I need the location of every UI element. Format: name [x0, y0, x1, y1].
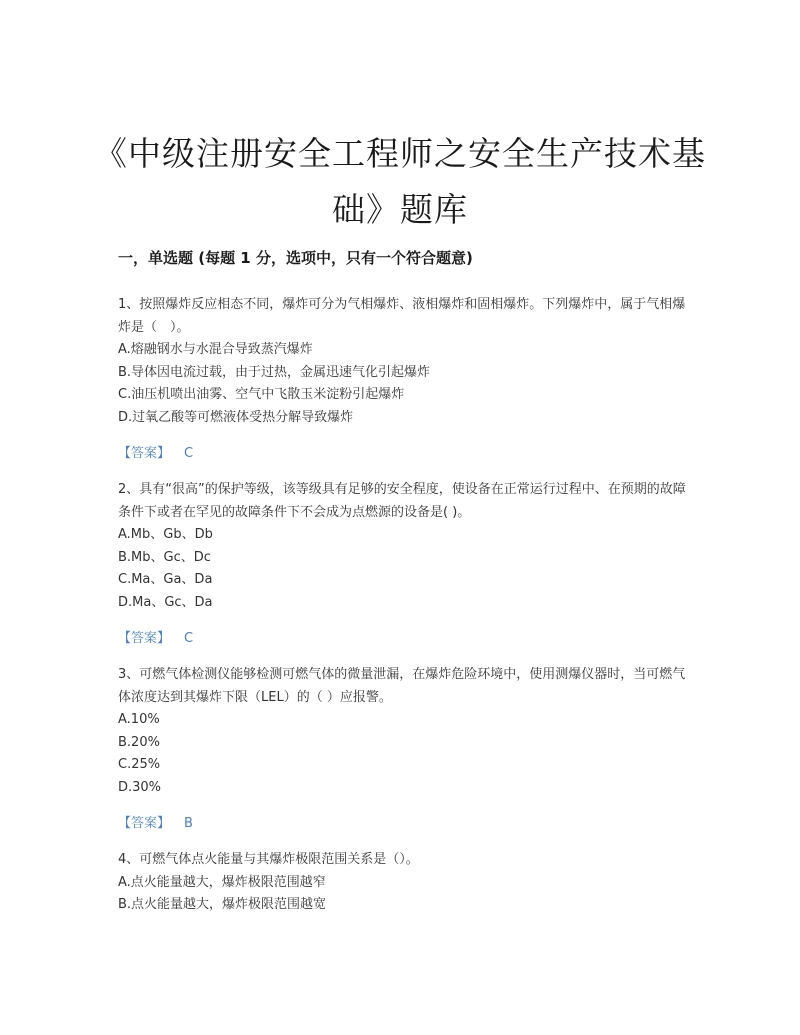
option-c: C.Ma、Ga、Da: [118, 572, 213, 587]
question-item: [118, 849, 688, 917]
option-b: B.20%: [118, 734, 160, 750]
answer-label: 【答案】: [118, 446, 171, 461]
answer-line: [118, 813, 688, 835]
question-stem: 4、可燃气体点火能量与其爆炸极限范围关系是（）。: [118, 852, 419, 867]
option-list: [118, 524, 688, 614]
answer-value: C: [184, 631, 194, 646]
option-list: [118, 709, 688, 799]
option-a: A.Mb、Gb、Db: [118, 527, 213, 542]
question-stem: 2、具有“很高”的保护等级，该等级具有足够的安全程度，使设备在正常运行过程中、在预期的故障条件下或者在罕见的故障条件下不会成为点燃源的设备是( )。: [118, 482, 686, 520]
option-d: D.Ma、Gc、Da: [118, 594, 213, 610]
option-b: B.点火能量越大，爆炸极限范围越宽: [118, 897, 327, 912]
option-list: [118, 872, 688, 917]
section-heading: 一，单选题 (每题 1 分，选项中，只有一个符合题意): [118, 249, 473, 267]
answer-value: B: [184, 816, 193, 831]
answer-label: 【答案】: [118, 816, 171, 831]
option-a: A.熔融钢水与水混合导致蒸汽爆炸: [118, 342, 313, 357]
option-c: C.油压机喷出油雾、空气中飞散玉米淀粉引起爆炸: [118, 387, 405, 402]
option-b: B.导体因电流过载，由于过热，金属迅速气化引起爆炸: [118, 364, 431, 380]
question-item: [118, 294, 688, 465]
option-d: D.30%: [118, 779, 162, 795]
answer-label: 【答案】: [118, 631, 171, 646]
question-item: [118, 479, 688, 650]
answer-value: C: [184, 446, 194, 461]
question-item: [118, 664, 688, 835]
option-d: D.过氧乙酸等可燃液体受热分解导致爆炸: [118, 409, 354, 425]
option-a: A.点火能量越大，爆炸极限范围越窄: [118, 874, 326, 890]
option-a: A.10%: [118, 712, 160, 727]
answer-line: [118, 628, 688, 650]
page-title: 《中级注册安全工程师之安全生产技术基础》题库: [94, 134, 706, 230]
question-stem: 1、按照爆炸反应相态不同，爆炸可分为气相爆炸、液相爆炸和固相爆炸。下列爆炸中，属于气相爆炸是（ ）。: [118, 297, 686, 335]
question-stem: 3、可燃气体检测仪能够检测可燃气体的微量泄漏，在爆炸危险环境中，使用测爆仪器时，当可燃气体浓度达到其爆炸下限（LEL）的（ ）应报警。: [118, 667, 686, 705]
option-list: [118, 339, 688, 429]
option-c: C.25%: [118, 757, 161, 772]
option-b: B.Mb、Gc、Dc: [118, 549, 211, 565]
answer-line: [118, 443, 688, 465]
